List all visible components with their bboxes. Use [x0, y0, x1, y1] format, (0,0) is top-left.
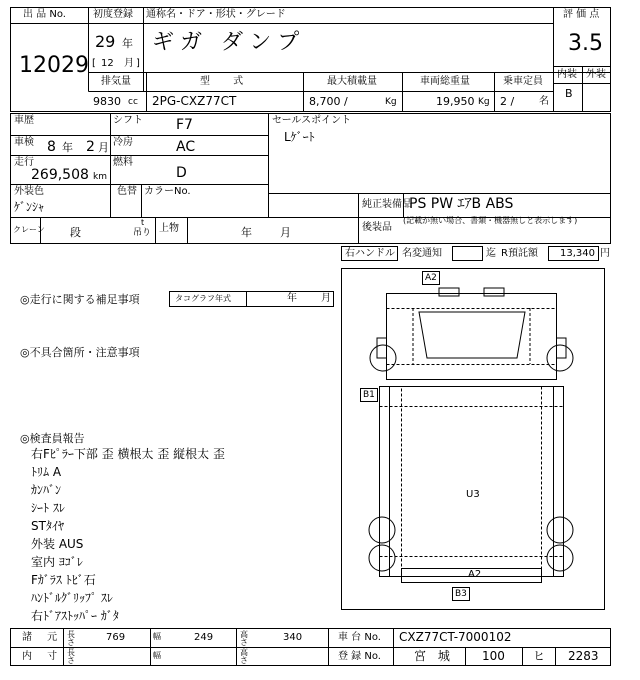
- damage-mark-rear-gate: A2: [468, 569, 482, 580]
- crane-hang-label: 吊り: [133, 228, 152, 238]
- inspector-item: ﾊﾝﾄﾞﾙｸﾞﾘｯﾌﾟ ｽﾚ: [31, 591, 113, 605]
- inspector-item: ｶﾝﾊﾞﾝ: [31, 483, 62, 497]
- crane-ton-unit: t: [141, 218, 145, 227]
- interior-grade-label: 内装: [557, 69, 577, 80]
- inspector-item: Fｶﾞﾗｽ ﾄﾋﾞ石: [31, 573, 96, 587]
- inspector-item: 右ﾄﾞｱｽﾄｯﾊﾟｰ ｶﾞﾀ: [31, 609, 119, 623]
- max-load-unit: Kg: [385, 97, 397, 107]
- history-label: 車歴: [14, 115, 34, 126]
- upper-body-month-unit: 月: [280, 226, 291, 239]
- aftermarket-label: 後装品: [362, 222, 392, 233]
- plate-kana: ヒ: [533, 649, 546, 663]
- capacity-unit: 名: [539, 96, 549, 107]
- vehicle-name-label: 通称名・ドア・形状・グレード: [146, 9, 286, 20]
- exterior-color-value: ｹﾞﾝｼｬ: [14, 200, 45, 214]
- color-code-label: カラーNo.: [144, 186, 191, 197]
- name-change-label: 名変通知: [402, 248, 442, 259]
- fuel-value: D: [176, 165, 187, 181]
- crane-label: クレーン: [13, 225, 45, 234]
- width-label: 幅: [153, 632, 161, 641]
- overall-score: 3.5: [568, 31, 603, 56]
- max-load-value: 8,700 /: [309, 95, 348, 108]
- defects-label: ◎不具合箇所・注意事項: [20, 346, 140, 359]
- inspector-item: ｼｰﾄ ｽﾚ: [31, 501, 65, 515]
- registration-month: 12: [101, 58, 114, 69]
- equipment-value: PS PW ｴｱB ABS: [409, 196, 514, 212]
- gross-weight-label: 車両総重量: [420, 76, 470, 87]
- tachograph-label: タコグラフ年式: [175, 294, 231, 303]
- displacement-value: 9830: [93, 95, 121, 108]
- sales-point-value: Lｹﾞｰﾄ: [284, 130, 315, 144]
- aftermarket-note: (記載が無い場合、書類・機器無しと表示します): [403, 216, 578, 225]
- month-bracket-close: ]: [136, 58, 140, 69]
- color-change-label: 色替: [117, 186, 137, 197]
- registration-year: 29: [95, 32, 116, 51]
- inspector-item: 室内 ﾖｺﾞﾚ: [31, 555, 83, 569]
- registration-year-unit: 年: [122, 37, 133, 50]
- aircon-label: 冷房: [113, 137, 133, 148]
- lot-label: 出 品 No.: [23, 9, 66, 20]
- tachograph-year-unit: 年: [287, 293, 297, 304]
- mileage-label: 走行: [14, 157, 34, 168]
- equipment-label: 純正装備品: [362, 199, 412, 210]
- inner-length-label: 長さ: [67, 648, 75, 665]
- plate-class: 100: [482, 649, 505, 663]
- interior-grade: B: [565, 87, 573, 100]
- recycle-deposit-amount: 13,340: [560, 248, 595, 259]
- mileage-unit: km: [93, 172, 107, 182]
- height-value: 340: [283, 632, 303, 643]
- chassis-number: CXZ77CT-7000102: [399, 630, 512, 644]
- length-value: 769: [106, 632, 126, 643]
- first-registration-label: 初度登録: [93, 9, 133, 20]
- gross-weight-value: 19,950: [436, 95, 475, 108]
- chassis-label: 車 台 No.: [338, 632, 381, 643]
- inspection-month: 2: [86, 139, 95, 155]
- plate-region: 宮 城: [414, 649, 454, 663]
- vehicle-name: ギガ ダンプ: [152, 30, 306, 55]
- aircon-value: AC: [176, 139, 196, 155]
- plate-number: 2283: [568, 649, 599, 663]
- inspection-label: 車検: [14, 137, 34, 148]
- sales-point-label: セールスポイント: [272, 115, 352, 126]
- inner-height-label: 高さ: [240, 648, 248, 665]
- dimensions-label: 諸 元: [22, 632, 64, 643]
- month-bracket-open: [: [92, 58, 96, 69]
- inspector-item: 右Fﾋﾟﾗｰ下部 歪 横根太 歪 縦根太 歪: [31, 447, 225, 461]
- inspector-item: ﾄﾘﾑ A: [31, 465, 62, 479]
- score-label: 評 価 点: [563, 9, 600, 20]
- model-label: 型 式: [200, 76, 254, 87]
- crane-stage-unit: 段: [70, 226, 81, 239]
- gross-weight-unit: Kg: [478, 97, 490, 107]
- recycle-deposit-label: R預託額: [501, 248, 538, 259]
- inspector-item: STﾀｲﾔ: [31, 519, 64, 533]
- recycle-deposit-unit: 円: [600, 248, 610, 259]
- truck-body-diagram: [341, 268, 605, 610]
- inspector-report-label: ◎検査員報告: [20, 432, 85, 445]
- max-load-label: 最大積載量: [327, 76, 377, 87]
- capacity-label: 乗車定員: [503, 76, 543, 87]
- length-label: 長さ: [67, 630, 75, 647]
- damage-mark-front: A2: [422, 271, 440, 285]
- displacement-unit: cc: [128, 97, 138, 107]
- exterior-grade-label: 外装: [586, 69, 606, 80]
- damage-mark-bed: U3: [466, 489, 480, 500]
- shift-value: F7: [176, 117, 193, 133]
- name-change-separator: 迄: [486, 248, 496, 259]
- height-label: 高さ: [240, 630, 248, 647]
- steering-side: 右ハンドル: [345, 248, 395, 259]
- inner-width-label: 幅: [153, 651, 161, 660]
- damage-mark-rear: B3: [452, 587, 470, 601]
- lot-number: 12029: [19, 53, 89, 78]
- displacement-label: 排気量: [101, 76, 131, 87]
- tachograph-month-unit: 月: [321, 293, 331, 304]
- inspection-month-unit: 月: [98, 141, 109, 154]
- fuel-label: 燃料: [113, 157, 133, 168]
- upper-body-label: 上物: [159, 223, 179, 234]
- capacity-value: 2 /: [500, 95, 515, 108]
- model-code: 2PG-CXZ77CT: [152, 94, 237, 108]
- registration-number-label: 登 録 No.: [338, 651, 381, 662]
- width-value: 249: [194, 632, 214, 643]
- registration-month-unit: 月: [124, 58, 134, 69]
- upper-body-year-unit: 年: [241, 226, 252, 239]
- driving-notes-label: ◎走行に関する補足事項: [20, 293, 140, 306]
- mileage-value: 269,508: [31, 167, 89, 183]
- inspector-item: 外装 AUS: [31, 537, 84, 551]
- inspection-year: 8: [47, 139, 56, 155]
- shift-label: シフト: [113, 115, 143, 126]
- exterior-color-label: 外装色: [14, 186, 44, 197]
- inner-dimensions-label: 内 寸: [22, 651, 64, 662]
- inspection-year-unit: 年: [62, 141, 73, 154]
- damage-mark-left: B1: [360, 388, 378, 402]
- truck-outline: [341, 268, 605, 610]
